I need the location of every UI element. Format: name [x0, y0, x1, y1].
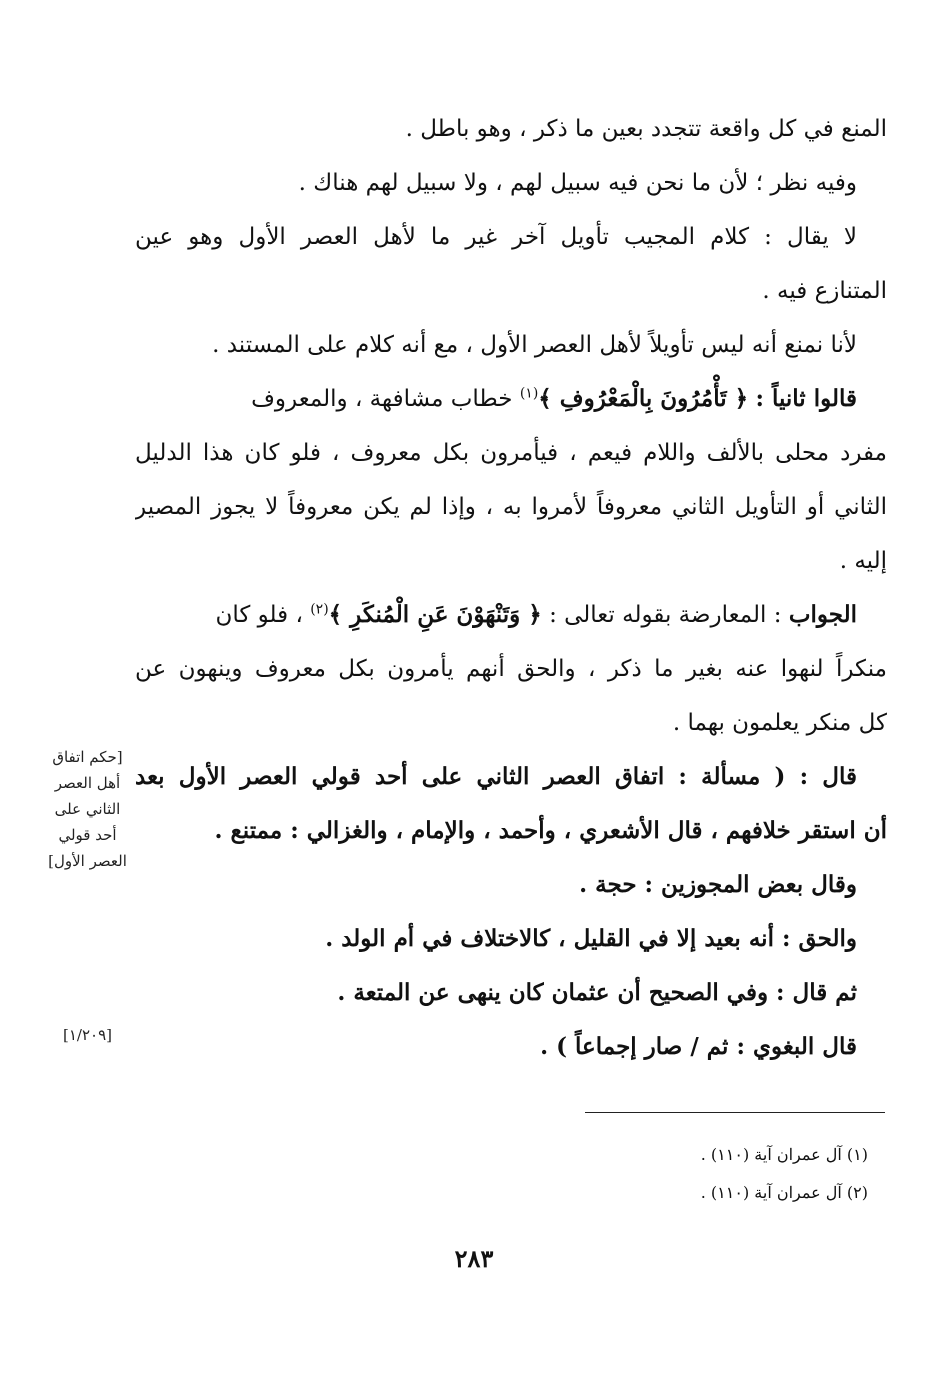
margin-line: العصر الأول] — [48, 852, 127, 870]
text-line: الثاني أو التأويل الثاني معروفاً لأمروا به ، وإذا لم يكن معروفاً لا يجوز المصير — [135, 494, 887, 520]
matn-line: ثم قال : وفي الصحيح أن عثمان كان ينهى عن المتعة . — [337, 979, 857, 1006]
matn-line: قال البغوي : ثم / صار إجماعاً ) . — [540, 1033, 857, 1060]
jawab-label: الجواب — [788, 601, 857, 628]
margin-folio-ref: [١/٢٠٩] — [63, 1026, 112, 1044]
footnote-marker: (١) — [519, 385, 539, 402]
quran-verse: ﴿ تَأْمُرُونَ بِالْمَعْرُوفِ ﴾ — [538, 385, 749, 412]
margin-topic-note — [40, 744, 135, 874]
margin-line: أهل العصر — [54, 774, 121, 792]
matn-block — [135, 750, 887, 1074]
matn-line: أن استقر خلافهم ، قال الأشعري ، وأحمد ، والإمام ، والغزالي : ممتنع . — [214, 817, 887, 844]
footnote: (٢) آل عمران آية (١١٠) . — [700, 1183, 868, 1202]
text-line-qalu — [135, 372, 887, 426]
matn-line: قال : ( مسألة : اتفاق العصر الثاني على أحد قولي العصر الأول بعد — [135, 763, 857, 790]
text-line: المنع في كل واقعة تتجدد بعين ما ذكر ، وهو باطل . — [405, 116, 887, 142]
margin-line: الثاني على — [54, 800, 121, 818]
matn-line: وقال بعض المجوزين : حجة . — [579, 871, 857, 898]
text-line: المتنازع فيه . — [762, 278, 887, 304]
text-line: منكراً لنهوا عنه بغير ما ذكر ، والحق أنهم يأمرون بكل معروف وينهون عن — [135, 656, 887, 682]
text-line: مفرد محلى بالألف واللام فيعم ، فيأمرون بكل معروف ، فلو كان هذا الدليل — [135, 440, 887, 466]
footnote-marker: (٢) — [310, 601, 329, 618]
margin-line: [حكم اتفاق — [52, 748, 123, 766]
margin-line: أحد قولي — [58, 826, 117, 844]
text-line: لأنا نمنع أنه ليس تأويلاً لأهل العصر الأول ، مع أنه كلام على المستند . — [212, 332, 857, 358]
footnote-divider — [585, 1112, 885, 1113]
text-line-jawab — [135, 588, 887, 642]
qalu-label: قالوا ثانياً : — [755, 385, 857, 412]
matn-line: والحق : أنه بعيد إلا في القليل ، كالاختلاف في أم الولد . — [325, 925, 857, 952]
text-fragment: خطاب مشافهة ، والمعروف — [251, 386, 513, 412]
footnotes — [368, 1136, 868, 1212]
text-line: وفيه نظر ؛ لأن ما نحن فيه سبيل لهم ، ولا سبيل لهم هناك . — [298, 170, 857, 196]
main-text — [135, 102, 887, 1074]
text-line: لا يقال : كلام المجيب تأويل آخر غير ما لأهل العصر الأول وهو عين — [135, 224, 857, 250]
page-number: ٢٨٣ — [454, 1244, 494, 1273]
quran-verse: ﴿ وَتَنْهَوْنَ عَنِ الْمُنكَرِ ﴾ — [328, 601, 542, 628]
text-line: كل منكر يعلمون بهما . — [672, 710, 887, 736]
footnote: (١) آل عمران آية (١١٠) . — [700, 1145, 868, 1164]
text-fragment: : المعارضة بقوله تعالى : — [549, 602, 782, 628]
text-fragment: ، فلو كان — [215, 602, 303, 628]
text-line: إليه . — [839, 548, 887, 574]
